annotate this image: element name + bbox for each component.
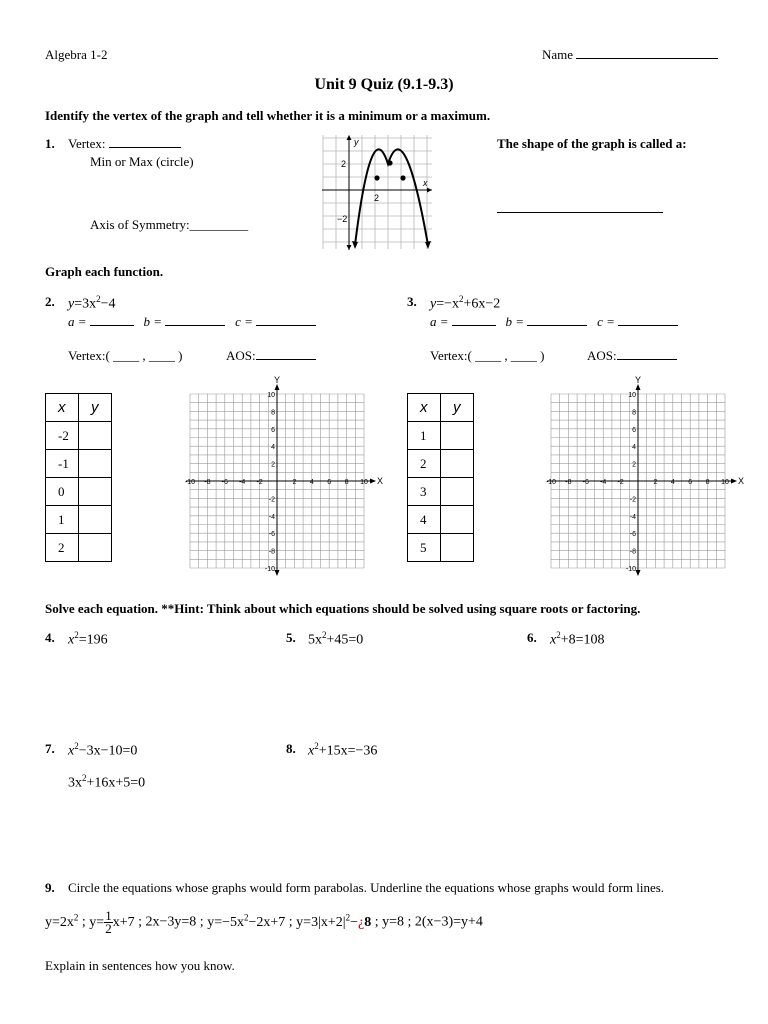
tick-label: 8 — [271, 409, 275, 417]
x-cell: -1 — [46, 450, 79, 478]
equation-option[interactable]: $y=-5x^2-2x+7$ — [207, 912, 286, 930]
tick-label: -8 — [629, 548, 636, 556]
y-axis-label: Y — [274, 375, 281, 385]
coefficient-fields[interactable]: a = b = c = — [430, 314, 678, 330]
tick-label: 4 — [670, 479, 675, 486]
section4-instruction: Circle the equations whose graphs would form parabolas. Underline the equations whose graphs would form lines. — [68, 880, 665, 895]
coordinate-grid-2[interactable] — [180, 372, 385, 584]
equation-option[interactable]: 2(x−3)=y+4 — [414, 914, 483, 930]
section3-instruction: Solve each equation. **Hint: Think about which equations should be solved using square roots or factoring. — [45, 601, 641, 616]
tick-label: -10 — [545, 479, 557, 486]
tick-label: 10 — [267, 392, 275, 399]
tick-label: 10 — [360, 479, 368, 486]
tick-label: 2 — [341, 159, 347, 169]
equation-option[interactable]: y= $\frac{1}{2}$ x+7 — [89, 908, 135, 936]
problem-number: 7. — [45, 741, 55, 756]
axis-arrow — [370, 479, 376, 484]
axis-arrow — [275, 570, 280, 576]
vertex-field[interactable]: Vertex:( ____ , ____ ) — [430, 348, 545, 363]
tick-label: -6 — [221, 479, 228, 486]
name-field[interactable] — [542, 47, 718, 63]
tick-label: 8 — [344, 479, 349, 486]
tick-label: -8 — [204, 479, 211, 486]
problem-number: 5. — [286, 630, 296, 645]
y-cell[interactable] — [441, 478, 474, 506]
vertex-field[interactable]: Vertex:( ____ , ____ ) — [68, 348, 183, 363]
tick-label: -10 — [625, 566, 636, 573]
tick-label: 10 — [721, 479, 729, 486]
coefficient-fields[interactable]: a = b = c = — [68, 314, 316, 330]
tick-label: 8 — [632, 409, 636, 417]
x-cell: 4 — [408, 506, 441, 534]
problem-number: 2. — [45, 294, 55, 309]
equation-2: $y=3x^2-4$ — [68, 294, 116, 312]
tick-label: -4 — [600, 479, 607, 486]
coordinate-grid-3[interactable] — [541, 372, 746, 584]
problem-number: 4. — [45, 630, 55, 645]
aos-field[interactable]: AOS: — [587, 348, 677, 364]
tick-label: 2 — [292, 479, 297, 486]
shape-answer-blank[interactable] — [497, 210, 663, 213]
vertex-label: Vertex: — [68, 136, 106, 151]
x-cell: 3 — [408, 478, 441, 506]
tick-label: -6 — [582, 479, 589, 486]
name-blank[interactable] — [576, 58, 718, 59]
x-axis-label: X — [738, 476, 745, 486]
y-cell[interactable] — [441, 506, 474, 534]
x-cell: 1 — [46, 506, 79, 534]
equation-option[interactable]: $y=2x^2$ — [45, 912, 79, 930]
xy-table-3[interactable] — [407, 393, 474, 562]
tick-label: 2 — [374, 193, 380, 203]
aos-field[interactable]: AOS: — [226, 348, 316, 364]
tick-label: 6 — [688, 479, 693, 486]
axis-arrow — [731, 479, 737, 484]
y-header: y — [441, 394, 474, 422]
equation-option[interactable]: y=8 — [382, 914, 404, 930]
equation-8: $x^2+15x=-36$ — [308, 741, 378, 759]
x-cell: 2 — [46, 534, 79, 562]
y-cell[interactable] — [441, 422, 474, 450]
tick-label: 10 — [628, 392, 636, 399]
tick-label: -10 — [184, 479, 196, 486]
tick-label: -4 — [629, 513, 636, 521]
tick-label: -2 — [629, 496, 636, 504]
equation-5: $5x^2+45=0$ — [308, 630, 364, 648]
tick-label: 6 — [271, 426, 275, 434]
shape-question: The shape of the graph is called a: — [497, 136, 687, 151]
x-cell: 0 — [46, 478, 79, 506]
graph-point — [387, 160, 392, 165]
y-cell[interactable] — [79, 422, 112, 450]
equation-4: $x^2=196$ — [68, 630, 108, 648]
tick-label: 4 — [271, 444, 275, 452]
section2-instruction: Graph each function. — [45, 264, 164, 279]
y-cell[interactable] — [79, 506, 112, 534]
tick-label: 2 — [653, 479, 658, 486]
problem-number: 3. — [407, 294, 417, 309]
course-label: Algebra 1-2 — [45, 47, 108, 62]
tick-label: -2 — [256, 479, 263, 486]
x-axis-label: x — [423, 178, 428, 188]
equation-6: $x^2+8=108$ — [550, 630, 605, 648]
tick-label: 4 — [632, 444, 636, 452]
minmax-label: Min or Max (circle) — [90, 154, 194, 169]
tick-label: -10 — [264, 566, 275, 573]
vertex-blank[interactable] — [109, 147, 181, 148]
x-header: x — [46, 394, 79, 422]
y-cell[interactable] — [441, 534, 474, 562]
tick-label: 2 — [271, 461, 275, 469]
tick-label: -2 — [617, 479, 624, 486]
xy-table-2[interactable] — [45, 393, 112, 562]
x-cell: -2 — [46, 422, 79, 450]
x-cell: 5 — [408, 534, 441, 562]
parabola-graph — [322, 134, 434, 250]
tick-label: 6 — [327, 479, 332, 486]
problem-number: 6. — [527, 630, 537, 645]
problem-number: 1. — [45, 136, 55, 151]
graph-point — [374, 175, 379, 180]
tick-label: -6 — [629, 531, 636, 539]
tick-label: 8 — [705, 479, 710, 486]
equation-option[interactable]: 2x−3y=8 — [145, 914, 197, 930]
tick-label: -4 — [268, 513, 275, 521]
name-label: Name — [542, 47, 574, 62]
tick-label: -8 — [268, 548, 275, 556]
page-title: Unit 9 Quiz (9.1-9.3) — [314, 76, 454, 93]
explain-prompt: Explain in sentences how you know. — [45, 958, 235, 973]
x-axis-label: X — [377, 476, 384, 486]
section1-instruction: Identify the vertex of the graph and tell whether it is a minimum or a maximum. — [45, 108, 491, 123]
axis-of-symmetry-field[interactable]: Axis of Symmetry:_________ — [90, 217, 249, 232]
y-header: y — [79, 394, 112, 422]
x-cell: 2 — [408, 450, 441, 478]
y-axis-label: y — [354, 137, 359, 147]
tick-label: −2 — [337, 214, 348, 224]
problem-number: 8. — [286, 741, 296, 756]
tick-label: -6 — [268, 531, 275, 539]
vertex-field[interactable] — [68, 136, 181, 152]
equation-list: $y=2x^2$ ; y= $\frac{1}{2}$ x+7 ; 2x−3y=8 ; $y=-5x^2-2x+7$ ; $y=3|x+2|^2-¿8$ ; y=8 ; 2(x−3)=y+4 — [45, 908, 483, 936]
equation-7: $x^2-3x-10=0$ — [68, 741, 138, 759]
y-axis-label: Y — [635, 375, 642, 385]
tick-label: -2 — [268, 496, 275, 504]
tick-label: -8 — [565, 479, 572, 486]
y-cell[interactable] — [79, 534, 112, 562]
axis-arrow — [636, 570, 641, 576]
y-cell[interactable] — [441, 450, 474, 478]
x-cell: 1 — [408, 422, 441, 450]
problem-number: 9. — [45, 880, 55, 895]
tick-label: 4 — [309, 479, 314, 486]
tick-label: -4 — [239, 479, 246, 486]
x-header: x — [408, 394, 441, 422]
equation-7b: $3x^2+16x+5=0$ — [68, 773, 146, 791]
tick-label: 2 — [632, 461, 636, 469]
tick-label: 6 — [632, 426, 636, 434]
y-cell[interactable] — [79, 478, 112, 506]
equation-option[interactable]: $y=3|x+2|^2-¿8$ — [296, 912, 372, 930]
equation-3: $y=-x^2+6x-2$ — [430, 294, 501, 312]
y-cell[interactable] — [79, 450, 112, 478]
graph-point — [400, 175, 405, 180]
